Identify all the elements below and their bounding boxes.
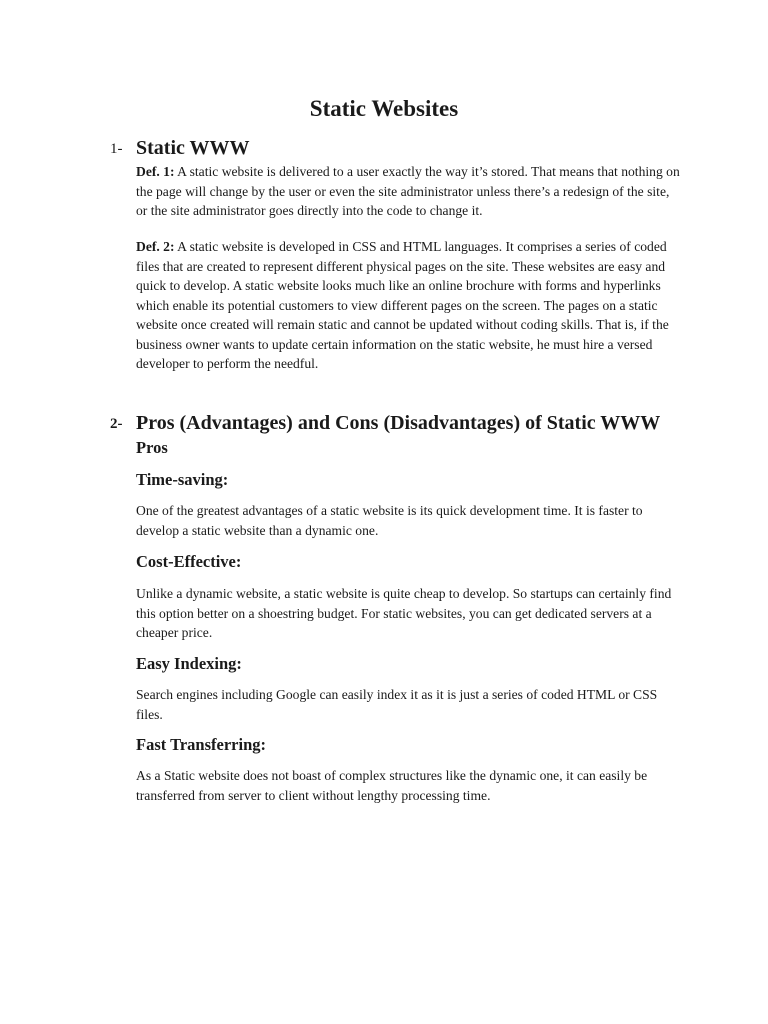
pro-text: As a Static website does not boast of complex structures like the dynamic one, it can easily be transferred from server to client without lengthy processing time. xyxy=(136,768,648,803)
section-heading: Pros (Advantages) and Cons (Disadvantages) of Static WWW xyxy=(136,412,661,434)
pro-heading: Cost-Effective: xyxy=(136,552,242,571)
section-number: 2- xyxy=(110,416,123,432)
definition-2 xyxy=(136,237,681,374)
section-number: 1- xyxy=(110,141,123,157)
section-static-www xyxy=(110,136,690,162)
definition-label: Def. 2: xyxy=(136,239,175,254)
pro-text: Unlike a dynamic website, a static website is quite cheap to develop. So startups can certainly find this option better on a shoestring budget. For static websites, you can get dedicated servers at a cheaper price. xyxy=(136,586,672,640)
pros-label: Pros xyxy=(136,438,168,457)
definition-text: A static website is developed in CSS and HTML languages. It comprises a series of coded files that are created to represent different physical pages on the site. These websites are easy and quick to develop. A static website looks much like an online brochure with forms and hyperlinks which enable its potential customers to view different pages on the screen. The pages on a static website once created will remain static and cannot be updated without coding skills. That is, if the business owner wants to update certain information on the static website, he must hire a versed developer to perform the needful. xyxy=(136,239,669,371)
pro-heading: Easy Indexing: xyxy=(136,654,242,673)
definition-1 xyxy=(136,162,681,221)
pro-heading: Fast Transferring: xyxy=(136,735,266,754)
pro-text: One of the greatest advantages of a static website is its quick development time. It is faster to develop a static website than a dynamic one. xyxy=(136,503,643,538)
definition-label: Def. 1: xyxy=(136,164,175,179)
pro-text: Search engines including Google can easily index it as it is just a series of coded HTML or CSS files. xyxy=(136,687,658,722)
pro-heading: Time-saving: xyxy=(136,470,229,489)
section-heading: Static WWW xyxy=(136,137,250,159)
definition-text: A static website is delivered to a user exactly the way it’s stored. That means that nothing on the page will change by the user or even the site administrator unless there’s a redesign of the site, or the site administrator goes directly into the code to change it. xyxy=(136,164,680,218)
page-title: Static Websites xyxy=(309,96,459,121)
section-pros-cons xyxy=(110,411,690,437)
